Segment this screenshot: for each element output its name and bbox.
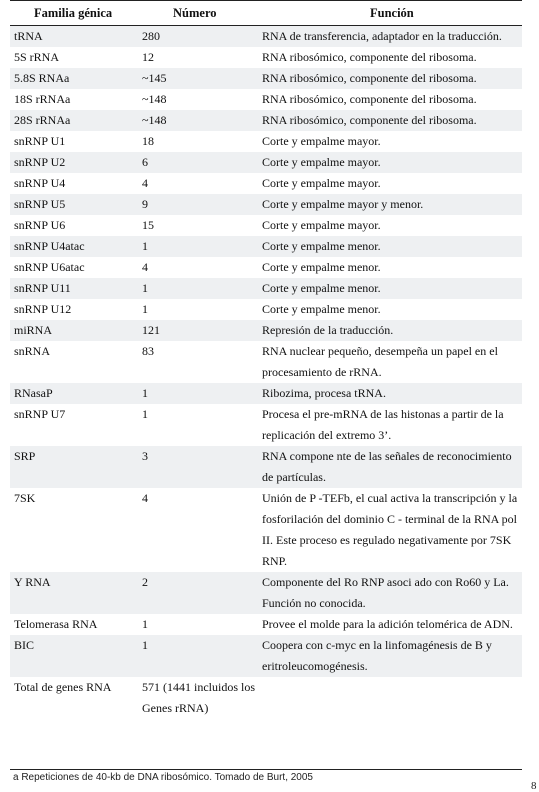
cell-family: miRNA	[10, 320, 138, 341]
table-row	[10, 236, 522, 257]
cell-number: 1	[138, 278, 258, 299]
cell-family: snRNP U6atac	[14, 260, 85, 274]
cell-function: Unión de P -TEFb, el cual activa la transcripción y la fosforilación del dominio C - terminal de la RNA pol II. Este proceso es regulado negativamente por 7SK RNP.	[262, 491, 518, 568]
table-row	[10, 152, 522, 173]
cell-number: 18	[142, 134, 154, 148]
cell-number: 3	[138, 446, 258, 488]
cell-family: Telomerasa RNA	[14, 617, 98, 631]
table-row	[10, 26, 522, 47]
header-family: Familia génica	[34, 6, 113, 20]
cell-function: Provee el molde para la adición telomérica de ADN.	[262, 617, 513, 631]
cell-function: Represión de la traducción.	[258, 320, 522, 341]
cell-number: 1	[138, 236, 258, 257]
cell-family: 28S rRNAa	[10, 110, 138, 131]
table-row	[10, 488, 522, 572]
cell-function: Corte y empalme mayor.	[262, 218, 381, 232]
cell-family: 5S rRNA	[14, 50, 60, 64]
header-function: Función	[370, 6, 414, 20]
cell-family: snRNP U1	[14, 134, 66, 148]
cell-family: 18S rRNAa	[14, 92, 71, 106]
cell-family: snRNP U12	[14, 302, 72, 316]
cell-function: RNA ribosómico, componente del ribosoma.	[258, 110, 522, 131]
cell-number: 15	[142, 218, 154, 232]
table-row	[10, 404, 522, 446]
cell-family: Y RNA	[10, 572, 138, 614]
cell-function: RNA ribosómico, componente del ribosoma.	[262, 50, 477, 64]
cell-function: Corte y empalme mayor.	[262, 176, 381, 190]
table-row	[10, 614, 522, 635]
cell-number: 4	[142, 260, 148, 274]
cell-number: 1	[142, 302, 148, 316]
cell-number: 571 (1441 incluidos los Genes rRNA)	[142, 680, 255, 715]
cell-family: 7SK	[14, 491, 36, 505]
cell-function	[258, 677, 522, 719]
table-row	[10, 257, 522, 278]
cell-number: 280	[138, 26, 258, 47]
cell-function: Corte y empalme menor.	[258, 278, 522, 299]
cell-number: 1	[142, 617, 148, 631]
table-bottom-rule	[10, 769, 522, 770]
table-row	[10, 110, 522, 131]
cell-family: snRNP U4	[14, 176, 66, 190]
table-row	[10, 47, 522, 68]
cell-family: snRNA	[14, 344, 51, 358]
table-row	[10, 68, 522, 89]
cell-function: RNA ribosómico, componente del ribosoma.	[258, 68, 522, 89]
cell-family: snRNP U2	[10, 152, 138, 173]
cell-number: 4	[142, 491, 148, 505]
cell-family: snRNP U7	[14, 407, 66, 421]
cell-number: 1	[138, 383, 258, 404]
cell-function: RNA ribosómico, componente del ribosoma.	[262, 92, 477, 106]
cell-number: 2	[138, 572, 258, 614]
cell-number: 9	[138, 194, 258, 215]
table-row	[10, 341, 522, 383]
table-row	[10, 320, 522, 341]
cell-family: RNasaP	[10, 383, 138, 404]
cell-number: ~145	[138, 68, 258, 89]
cell-function: Corte y empalme menor.	[262, 260, 381, 274]
cell-function: Corte y empalme menor.	[262, 302, 381, 316]
gene-families-table	[10, 26, 522, 719]
cell-function: Coopera con c-myc en la linfomagénesis de B y eritroleucomogénesis.	[258, 635, 522, 677]
table-row	[10, 299, 522, 320]
cell-family: Total de genes RNA	[14, 680, 112, 694]
page-number: 8	[531, 780, 537, 792]
table-row	[10, 572, 522, 614]
cell-number: 1	[138, 635, 258, 677]
cell-function: RNA compone nte de las señales de reconocimiento de partículas.	[258, 446, 522, 488]
table-row	[10, 677, 522, 719]
cell-function: Corte y empalme mayor.	[262, 134, 381, 148]
table-row	[10, 446, 522, 488]
cell-number: ~148	[142, 92, 167, 106]
cell-function: Componente del Ro RNP asoci ado con Ro60 y La. Función no conocida.	[258, 572, 522, 614]
cell-family: 5.8S RNAa	[10, 68, 138, 89]
table-row	[10, 278, 522, 299]
footnote: a Repeticiones de 40-kb de DNA ribosómico. Tomado de Burt, 2005	[13, 772, 313, 783]
cell-function: Corte y empalme mayor y menor.	[258, 194, 522, 215]
cell-function: Ribozima, procesa tRNA.	[258, 383, 522, 404]
cell-family: BIC	[10, 635, 138, 677]
table-row	[10, 215, 522, 236]
cell-function: Corte y empalme menor.	[258, 236, 522, 257]
table-row	[10, 173, 522, 194]
table-top-rule	[10, 0, 522, 1]
cell-family: snRNP U4atac	[10, 236, 138, 257]
table-row	[10, 383, 522, 404]
table-row	[10, 635, 522, 677]
table-body	[10, 26, 522, 719]
cell-number: 12	[142, 50, 154, 64]
cell-number: 1	[142, 407, 148, 421]
table-row	[10, 89, 522, 110]
cell-function: RNA nuclear pequeño, desempeña un papel en el procesamiento de rRNA.	[262, 344, 498, 379]
cell-function: RNA de transferencia, adaptador en la traducción.	[258, 26, 522, 47]
cell-number: 83	[142, 344, 154, 358]
cell-number: 6	[138, 152, 258, 173]
cell-family: snRNP U11	[10, 278, 138, 299]
cell-number: 4	[142, 176, 148, 190]
cell-family: tRNA	[10, 26, 138, 47]
cell-function: Corte y empalme mayor.	[258, 152, 522, 173]
cell-number: 121	[138, 320, 258, 341]
cell-number: ~148	[138, 110, 258, 131]
cell-function: Procesa el pre-mRNA de las histonas a partir de la replicación del extremo 3’.	[262, 407, 504, 442]
header-number: Número	[173, 6, 217, 20]
cell-family: snRNP U6	[14, 218, 66, 232]
cell-family: SRP	[10, 446, 138, 488]
cell-family: snRNP U5	[10, 194, 138, 215]
table-row	[10, 194, 522, 215]
table-row	[10, 131, 522, 152]
